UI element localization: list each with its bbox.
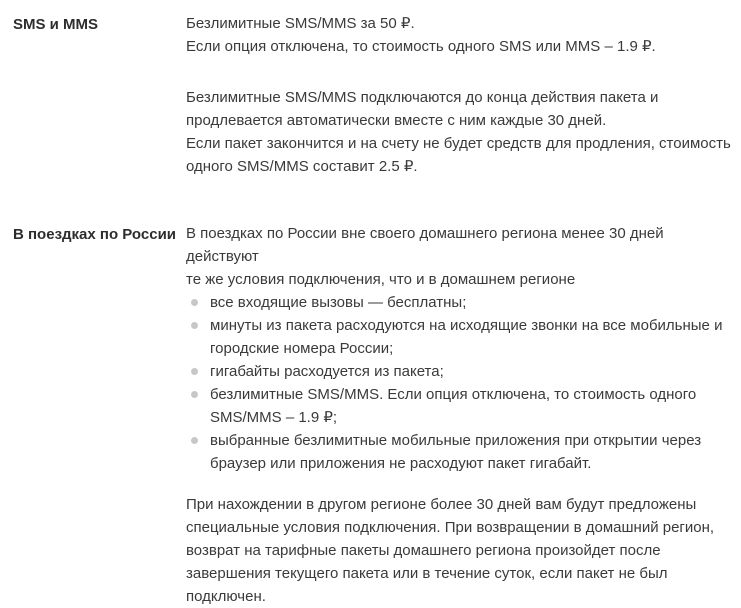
bullet-dot-icon [191, 437, 198, 444]
list-item-text: минуты из пакета расходуются на исходящие звонки на все мобильные и городские номера России; [210, 317, 723, 357]
paragraph-line: возврат на тарифные пакеты домашнего региона произойдет после [186, 542, 661, 559]
list-item-text: безлимитные SMS/MMS. Если опция отключена, то стоимость одного SMS/MMS – 1.9 ₽; [210, 386, 697, 426]
list-item [186, 314, 735, 360]
list-item [186, 360, 735, 383]
paragraph-sms-renewal [186, 86, 735, 178]
paragraph-line: подключен. [186, 588, 266, 605]
paragraph-travel-outro [186, 493, 735, 608]
section-sms-mms [0, 0, 741, 178]
section-content-travel-russia [186, 222, 735, 608]
paragraph-line: В поездках по России вне своего домашнего региона менее 30 дней действуют [186, 225, 664, 265]
paragraph-line: завершения текущего пакета или в течение суток, если пакет не был [186, 565, 668, 582]
list-item [186, 429, 735, 475]
paragraph-line: одного SMS/MMS составит 2.5 ₽. [186, 158, 418, 175]
paragraph-line: Безлимитные SMS/MMS подключаются до конца действия пакета и [186, 89, 659, 106]
travel-conditions-list [186, 291, 735, 475]
paragraph-line: При нахождении в другом регионе более 30 дней вам будут предложены [186, 496, 697, 513]
list-item [186, 383, 735, 429]
paragraph-gap [186, 475, 735, 493]
list-item-text: все входящие вызовы — бесплатны; [210, 294, 467, 311]
bullet-dot-icon [191, 368, 198, 375]
list-item-text: гигабайты расходуется из пакета; [210, 363, 444, 380]
section-label-sms-mms: SMS и MMS [13, 16, 99, 33]
paragraph-line: специальные условия подключения. При возвращении в домашний регион, [186, 519, 715, 536]
list-item [186, 291, 735, 314]
paragraph-line: Если опция отключена, то стоимость одного SMS или MMS – 1.9 ₽. [186, 38, 656, 55]
paragraph-travel-intro [186, 222, 735, 291]
section-content-sms-mms [186, 12, 735, 178]
paragraph-gap [186, 58, 735, 86]
paragraph-line: Если пакет закончится и на счету не будет средств для продления, стоимость [186, 135, 731, 152]
paragraph-line: продлевается автоматически вместе с ним каждые 30 дней. [186, 112, 607, 129]
bullet-dot-icon [191, 299, 198, 306]
section-travel-russia [0, 222, 741, 608]
bullet-dot-icon [191, 322, 198, 329]
paragraph-sms-price [186, 12, 735, 58]
paragraph-line: Безлимитные SMS/MMS за 50 ₽. [186, 15, 415, 32]
list-item-text: выбранные безлимитные мобильные приложения при открытии через браузер или приложения не расходуют пакет гигабайт. [210, 432, 702, 472]
paragraph-line: те же условия подключения, что и в домашнем регионе [186, 271, 576, 288]
bullet-dot-icon [191, 391, 198, 398]
section-label-travel-russia: В поездках по России [13, 226, 177, 243]
